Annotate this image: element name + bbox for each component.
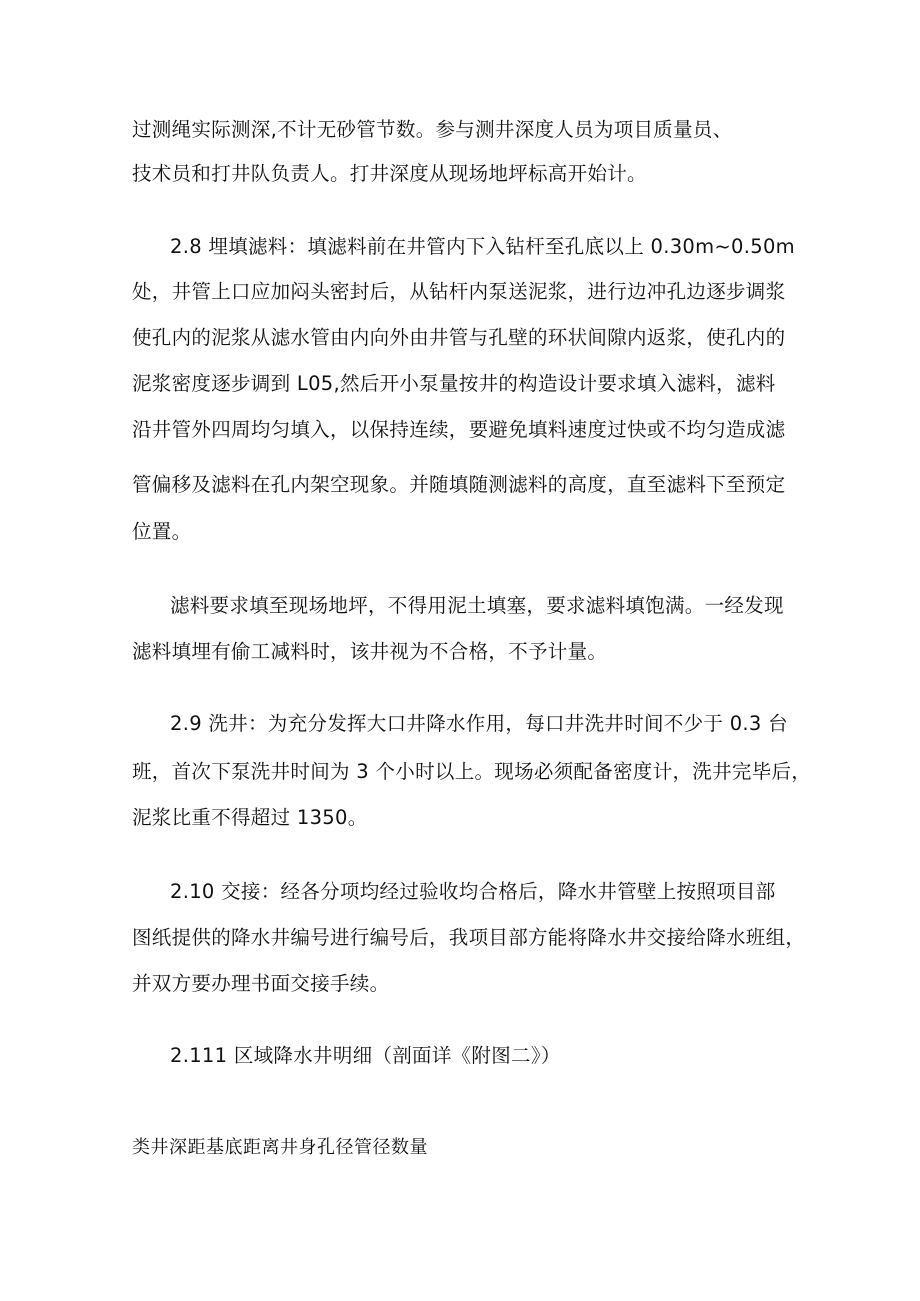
section-2-8-line-4: 泥浆密度逐步调到 L05,然后开小泵量按井的构造设计要求填入滤料，滤料 xyxy=(132,372,776,395)
section-2-10-line-3: 并双方要办理书面交接手续。 xyxy=(132,972,390,995)
section-2-8-line-7: 位置。 xyxy=(132,520,192,543)
section-2-8-line-5: 沿井管外四周均匀填入，以保持连续，要避免填料速度过快或不均匀造成滤 xyxy=(132,418,786,441)
section-2-8-line-2: 处，井管上口应加闷头密封后，从钻杆内泵送泥浆，进行边冲孔边逐步调浆 xyxy=(132,280,786,303)
paragraph-filter-line-2: 滤料填埋有偷工减料时，该井视为不合格，不予计量。 xyxy=(132,640,608,663)
paragraph-filter-line-1: 滤料要求填至现场地坪，不得用泥土填塞，要求滤料填饱满。一经发现 xyxy=(170,594,784,617)
section-2-111-heading: 2.111 区域降水井明细（剖面详《附图二》） xyxy=(170,1044,561,1067)
section-2-9-line-2: 班，首次下泵洗井时间为 3 个小时以上。现场必须配备密度计，洗井完毕后， xyxy=(132,760,812,783)
section-2-9-line-1: 2.9 洗井：为充分发挥大口井降水作用，每口井洗井时间不少于 0.3 台 xyxy=(170,712,788,735)
paragraph-intro-line-2: 技术员和打井队负责人。打井深度从现场地坪标高开始计。 xyxy=(132,162,647,185)
section-2-8-line-1: 2.8 埋填滤料：填滤料前在井管内下入钻杆至孔底以上 0.30m~0.50m xyxy=(170,235,795,258)
table-header-row: 类井深距基底距离井身孔径管径数量 xyxy=(132,1137,428,1158)
section-2-9-line-3: 泥浆比重不得超过 1350。 xyxy=(132,806,368,829)
section-2-10-line-2: 图纸提供的降水井编号进行编号后，我项目部方能将降水井交接给降水班组， xyxy=(132,926,806,949)
paragraph-intro-line-1: 过测绳实际测深,不计无砂管节数。参与测井深度人员为项目质量员、 xyxy=(132,118,733,141)
section-2-10-line-1: 2.10 交接：经各分项均经过验收均合格后，降水井管壁上按照项目部 xyxy=(170,880,776,903)
section-2-8-line-6: 管偏移及滤料在孔内架空现象。并随填随测滤料的高度，直至滤料下至预定 xyxy=(132,473,786,496)
section-2-8-line-3: 使孔内的泥浆从滤水管由内向外由井管与孔壁的环状间隙内返浆，使孔内的 xyxy=(132,326,786,349)
